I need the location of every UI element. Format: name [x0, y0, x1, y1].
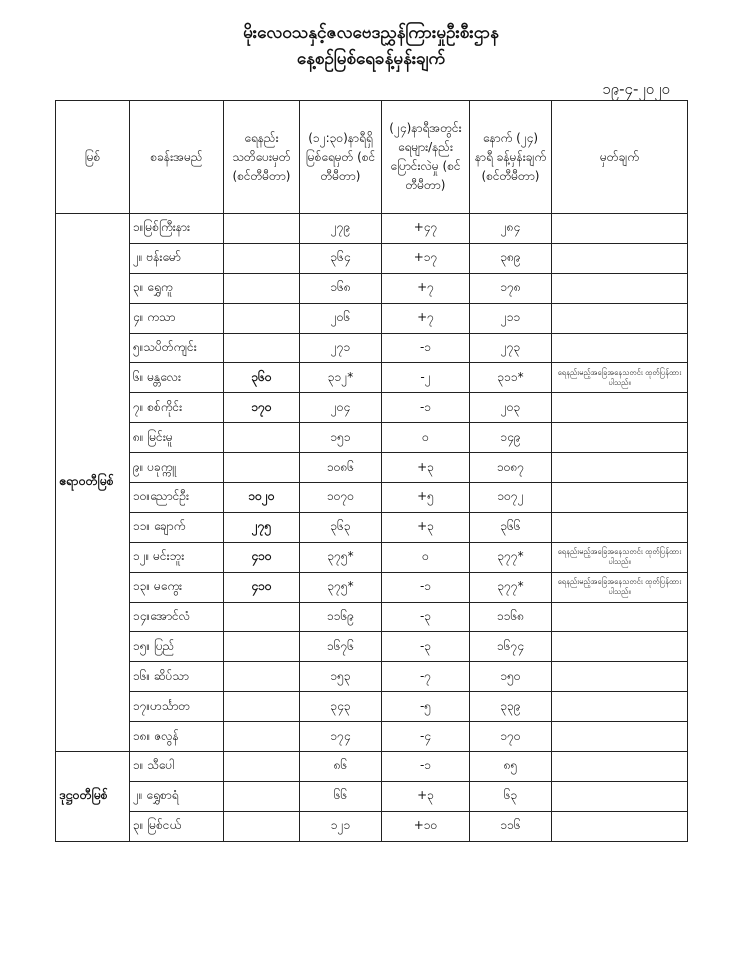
table-row — [56, 483, 688, 513]
remark — [552, 811, 688, 841]
level-change: +၇ — [382, 303, 470, 333]
table-row — [56, 303, 688, 333]
column-header-current-level: (၁၂:၃၀)နာရီရှိ မြစ်ရေမှတ် (စင်တီမီတာ) — [300, 101, 382, 214]
forecast-level: ၃၃၉ — [470, 692, 552, 722]
station-name: ၁၁။ ချောက် — [130, 512, 224, 542]
current-level: ၃၁၂* — [300, 363, 382, 393]
level-change: +၃ — [382, 453, 470, 483]
warning-level — [224, 662, 300, 692]
remark — [552, 333, 688, 363]
forecast-level: ၁၄၉ — [470, 423, 552, 453]
level-change: -၃ — [382, 632, 470, 662]
table-row — [56, 423, 688, 453]
remark — [552, 273, 688, 303]
station-name: ၁၇။ဟင်္သာတ — [130, 692, 224, 722]
column-header-river: မြစ် — [56, 101, 130, 214]
remark — [552, 423, 688, 453]
level-change: -၁ — [382, 393, 470, 423]
current-level: ၃၄၃ — [300, 692, 382, 722]
warning-level — [224, 722, 300, 752]
station-name: ၂။ ဗန်းမော် — [130, 243, 224, 273]
current-level: ၃၆၃ — [300, 512, 382, 542]
level-change: +၃ — [382, 512, 470, 542]
level-change: -၄ — [382, 722, 470, 752]
column-header-station: စခန်းအမည် — [130, 101, 224, 214]
current-level: ၁၂၁ — [300, 811, 382, 841]
station-name: ၁။မြစ်ကြီးနား — [130, 214, 224, 244]
remark — [552, 632, 688, 662]
current-level: ၂၇၉ — [300, 214, 382, 244]
station-name: ၁။ သီပေါ — [130, 752, 224, 782]
current-level: ၃၇၅* — [300, 542, 382, 572]
warning-level: ၄၁၀ — [224, 542, 300, 572]
remark — [552, 483, 688, 513]
remark: ရေနည်းမည့်အခြေအနေသတင်း ထုတ်ပြန်ထားပါသည်။ — [552, 572, 688, 602]
level-change: +၁၇ — [382, 243, 470, 273]
level-change: -၁ — [382, 333, 470, 363]
table-row — [56, 273, 688, 303]
remark — [552, 453, 688, 483]
warning-level: ၂၇၅ — [224, 512, 300, 542]
table-row — [56, 393, 688, 423]
forecast-level: ၁၇၀ — [470, 722, 552, 752]
warning-level — [224, 423, 300, 453]
forecast-level: ၁၇၈ — [470, 273, 552, 303]
warning-level — [224, 303, 300, 333]
forecast-level: ၁၆၇၄ — [470, 632, 552, 662]
station-name: ၁၆။ ဆိပ်သာ — [130, 662, 224, 692]
forecast-level: ၃၇၇* — [470, 542, 552, 572]
current-level: ၁၅၁ — [300, 423, 382, 453]
station-name: ၂။ ရွှေစာရံ — [130, 781, 224, 811]
level-change: -၁ — [382, 572, 470, 602]
remark — [552, 781, 688, 811]
forecast-level: ၃၁၁* — [470, 363, 552, 393]
remark: ရေနည်းမည့်အခြေအနေသတင်း ထုတ်ပြန်ထားပါသည်။ — [552, 542, 688, 572]
remark — [552, 303, 688, 333]
forecast-level: ၃၈၉ — [470, 243, 552, 273]
table-row — [56, 632, 688, 662]
header-row — [56, 101, 688, 214]
level-change: -၃ — [382, 602, 470, 632]
warning-level: ၄၁၀ — [224, 572, 300, 602]
table-row — [56, 811, 688, 841]
forecast-level: ၈၅ — [470, 752, 552, 782]
warning-level — [224, 781, 300, 811]
level-change: +၅ — [382, 483, 470, 513]
current-level: ၃၇၅* — [300, 572, 382, 602]
forecast-level: ၃၇၇* — [470, 572, 552, 602]
forecast-level: ၂၇၃ — [470, 333, 552, 363]
table-row — [56, 692, 688, 722]
remark — [552, 512, 688, 542]
forecast-level: ၆၃ — [470, 781, 552, 811]
forecast-level: ၂၀၃ — [470, 393, 552, 423]
station-name: ၃။ မြစ်ငယ် — [130, 811, 224, 841]
remark — [552, 393, 688, 423]
station-name: ၇။ စစ်ကိုင်း — [130, 393, 224, 423]
warning-level — [224, 273, 300, 303]
station-name: ၁၈။ ဇလွန် — [130, 722, 224, 752]
remark — [552, 602, 688, 632]
station-name: ၃။ ရွှေကူ — [130, 273, 224, 303]
table-body — [56, 214, 688, 842]
current-level: ၁၆၇၆ — [300, 632, 382, 662]
warning-level — [224, 214, 300, 244]
remark — [552, 662, 688, 692]
forecast-level: ၁၁၆ — [470, 811, 552, 841]
table-row — [56, 722, 688, 752]
forecast-level: ၃၆၆ — [470, 512, 552, 542]
level-change: +၇ — [382, 273, 470, 303]
river-name: ဒုဋ္ဌဝတီမြစ် — [56, 752, 130, 842]
current-level: ၁၆၈ — [300, 273, 382, 303]
warning-level — [224, 453, 300, 483]
table-row — [56, 662, 688, 692]
level-change: -၅ — [382, 692, 470, 722]
remark — [552, 752, 688, 782]
station-name: ၁၂။ မင်းဘူး — [130, 542, 224, 572]
current-level: ၈၆ — [300, 752, 382, 782]
station-name: ၁၀။ညောင်ဦး — [130, 483, 224, 513]
level-change: -၁ — [382, 752, 470, 782]
warning-level — [224, 692, 300, 722]
forecast-level: ၂၈၄ — [470, 214, 552, 244]
warning-level — [224, 811, 300, 841]
warning-level: ၃၆၀ — [224, 363, 300, 393]
current-level: ၂၀၆ — [300, 303, 382, 333]
level-change: ၀ — [382, 423, 470, 453]
table-row — [56, 542, 688, 572]
report-title: နေ့စဉ်မြစ်ရေခန့်မှန်းချက် — [296, 49, 446, 69]
forecast-level: ၁၅၀ — [470, 662, 552, 692]
forecast-level: ၁၀၇၂ — [470, 483, 552, 513]
warning-level — [224, 333, 300, 363]
table-row — [56, 752, 688, 782]
current-level: ၁၀၇၀ — [300, 483, 382, 513]
station-name: ၁၃။ မကွေး — [130, 572, 224, 602]
level-change: ၀ — [382, 542, 470, 572]
warning-level: ၁၇၀ — [224, 393, 300, 423]
warning-level — [224, 752, 300, 782]
station-name: ၉။ ပခုက္ကူ — [130, 453, 224, 483]
station-name: ၅။သပိတ်ကျင်း — [130, 333, 224, 363]
table-row — [56, 214, 688, 244]
warning-level — [224, 243, 300, 273]
current-level: ၁၁၆၉ — [300, 602, 382, 632]
department-title: မိုးလေဝသနှင့်ဇလဗေဒညွှန်ကြားမှုဦးစီးဌာန — [243, 23, 499, 43]
level-change: -၇ — [382, 662, 470, 692]
current-level: ၂၇၁ — [300, 333, 382, 363]
level-change: -၂ — [382, 363, 470, 393]
warning-level — [224, 632, 300, 662]
station-name: ၁၅။ ပြည် — [130, 632, 224, 662]
table-row — [56, 243, 688, 273]
forecast-level: ၁၁၆၈ — [470, 602, 552, 632]
forecast-level: ၁၀၈၇ — [470, 453, 552, 483]
table-row — [56, 781, 688, 811]
remark: ရေနည်းမည့်အခြေအနေသတင်း ထုတ်ပြန်ထားပါသည်။ — [552, 363, 688, 393]
station-name: ၆။ မန္တလေး — [130, 363, 224, 393]
remark — [552, 692, 688, 722]
station-name: ၄။ ကသာ — [130, 303, 224, 333]
table-row — [56, 602, 688, 632]
level-change: +၃ — [382, 781, 470, 811]
column-header-forecast: နောက် (၂၄) နာရီ ခန့်မှန်းချက် (စင်တီမီတာ) — [470, 101, 552, 214]
remark — [552, 243, 688, 273]
table-row — [56, 333, 688, 363]
current-level: ၃၆၄ — [300, 243, 382, 273]
forecast-level: ၂၁၁ — [470, 303, 552, 333]
report-date: ၁၉-၄-၂၀၂၀ — [602, 80, 670, 98]
current-level: ၂၀၄ — [300, 393, 382, 423]
table-row — [56, 572, 688, 602]
remark — [552, 214, 688, 244]
current-level: ၁၇၄ — [300, 722, 382, 752]
table-row — [56, 453, 688, 483]
river-level-table — [55, 100, 688, 842]
column-header-warning-level: ရေနည်း သတိပေးမှတ် (စင်တီမီတာ) — [224, 101, 300, 214]
table-row — [56, 363, 688, 393]
level-change: +၁၀ — [382, 811, 470, 841]
current-level: ၁၀၈၆ — [300, 453, 382, 483]
river-name: ဧရာဝတီမြစ် — [56, 214, 130, 752]
warning-level: ၁၀၂၀ — [224, 483, 300, 513]
level-change: +၄၇ — [382, 214, 470, 244]
column-header-remarks: မှတ်ချက် — [552, 101, 688, 214]
station-name: ၁၄။အောင်လံ — [130, 602, 224, 632]
current-level: ၁၅၃ — [300, 662, 382, 692]
column-header-change: (၂၄)နာရီအတွင်း ရေများ/နည်းပြောင်းလဲမှု (စင်တီမီတာ) — [382, 101, 470, 214]
current-level: ၆၆ — [300, 781, 382, 811]
warning-level — [224, 602, 300, 632]
station-name: ၈။ မြင်းမူ — [130, 423, 224, 453]
remark — [552, 722, 688, 752]
table-row — [56, 512, 688, 542]
